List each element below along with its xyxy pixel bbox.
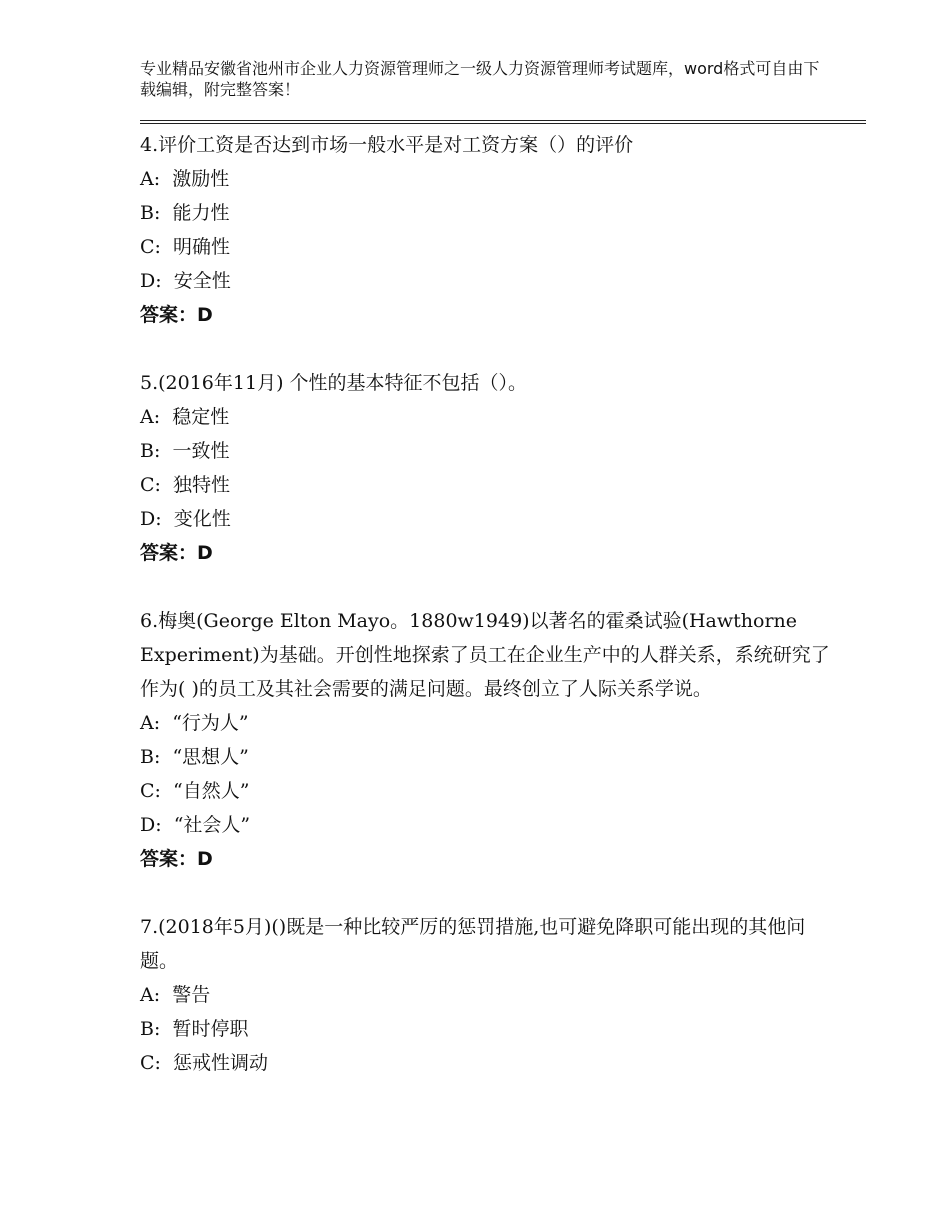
document-header: 专业精品安徽省池州市企业人力资源管理师之一级人力资源管理师考试题库，word格式可自由下载编辑，附完整答案！ — [140, 59, 820, 99]
option-a: A: 警告 — [140, 984, 211, 1006]
option-b: B: “思想人” — [140, 746, 249, 768]
option-c: C: 独特性 — [140, 474, 231, 496]
header-divider — [140, 120, 866, 124]
question-text: 4.评价工资是否达到市场一般水平是对工资方案（）的评价 — [140, 134, 634, 156]
answer-label: 答案：D — [140, 304, 213, 326]
question-6 — [140, 604, 830, 876]
option-a: A: 激励性 — [140, 168, 230, 190]
question-text: 7.(2018年5月)()既是一种比较严厉的惩罚措施,也可避免降职可能出现的其他问题。 — [140, 916, 806, 972]
option-d: D: “社会人” — [140, 814, 251, 836]
question-text: 6.梅奥(George Elton Mayo。1880w1949)以著名的霍桑试验(Hawthorne Experiment)为基础。开创性地探索了员工在企业生产中的人群关系，系统研究了作为( )的员工及其社会需要的满足问题。最终创立了人际关系学说。 — [140, 610, 830, 700]
option-a: A: 稳定性 — [140, 406, 230, 428]
option-a: A: “行为人” — [140, 712, 249, 734]
option-b: B: 能力性 — [140, 202, 230, 224]
question-list — [140, 128, 830, 1114]
question-5 — [140, 366, 830, 570]
option-b: B: 暂时停职 — [140, 1018, 249, 1040]
option-c: C: 惩戒性调动 — [140, 1052, 269, 1074]
option-d: D: 变化性 — [140, 508, 231, 530]
option-c: C: “自然人” — [140, 780, 250, 802]
answer-label: 答案：D — [140, 848, 213, 870]
option-b: B: 一致性 — [140, 440, 230, 462]
option-c: C: 明确性 — [140, 236, 231, 258]
question-text: 5.(2016年11月) 个性的基本特征不包括（）。 — [140, 372, 528, 394]
answer-label: 答案：D — [140, 542, 213, 564]
question-4 — [140, 128, 830, 332]
option-d: D: 安全性 — [140, 270, 231, 292]
question-7 — [140, 910, 830, 1080]
